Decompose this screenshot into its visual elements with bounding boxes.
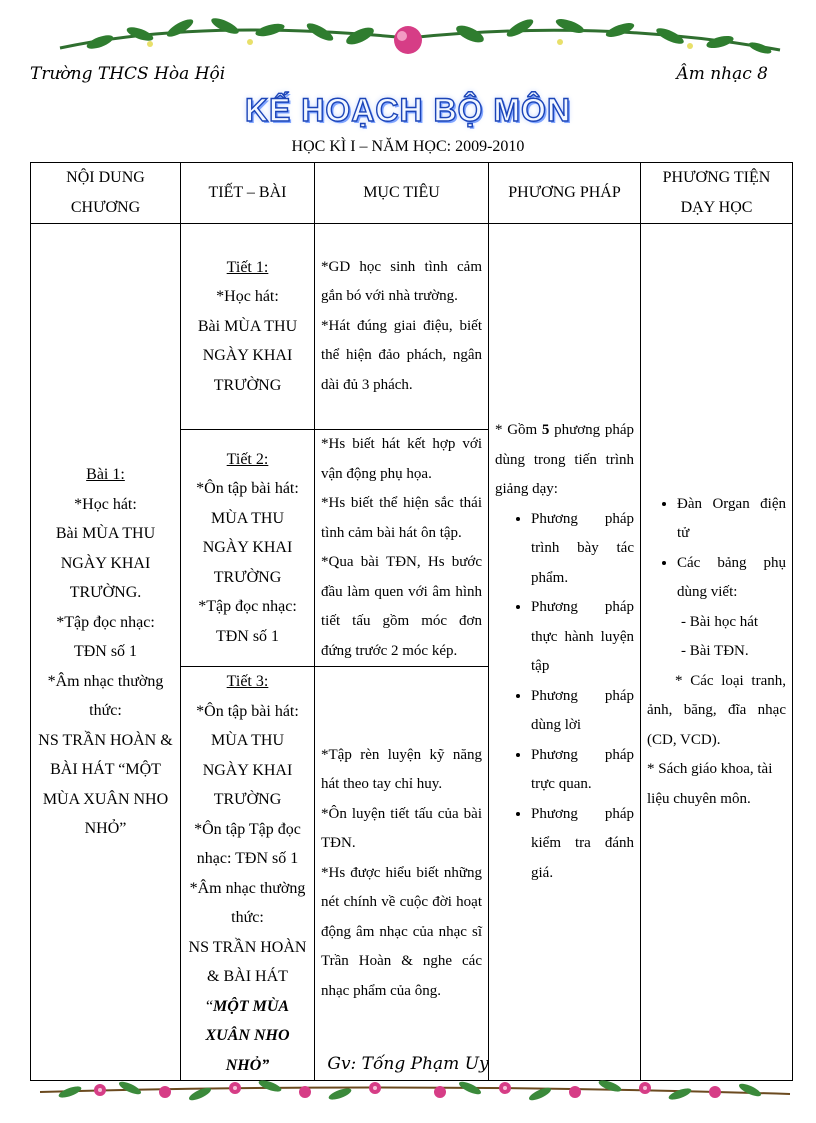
chapter-line: *Âm nhạc thường thức: <box>47 672 164 720</box>
objective: *Qua bài TĐN, Hs bước đầu làm quen với âm hình tiết tấu gồm móc đơn đứng trước 2 móc kép. <box>321 554 482 659</box>
table-row <box>31 224 793 430</box>
equipment-sub: - Bài học hát <box>681 613 759 630</box>
chapter-line: *Học hát: <box>74 495 137 513</box>
objective: *GD học sinh tình cảm gắn bó với nhà trường. <box>321 258 482 305</box>
header-methods: PHƯƠNG PHÁP <box>489 163 641 224</box>
table-header-row <box>31 163 793 224</box>
objective: *Tập rèn luyện kỹ năng hát theo tay chỉ huy. <box>321 746 482 793</box>
lesson-title: Tiết 2: <box>226 450 269 468</box>
subject-name: Âm nhạc 8 <box>676 64 768 84</box>
objective: *Hát đúng giai điệu, biết thể hiện đảo phách, ngân dài đủ 3 phách. <box>321 317 482 393</box>
equipment-note: * Sách giáo khoa, tài liệu chuyên môn. <box>647 761 773 807</box>
teacher-signature: Gv: Tống Phạm Uy <box>327 1054 489 1074</box>
lesson-line-text: NS TRẦN HOÀN & BÀI HÁT “ <box>188 938 307 1015</box>
song-title-italic: MỘT MÙA XUÂN NHO NHỎ <box>205 997 290 1074</box>
methods-intro <box>495 416 634 505</box>
method-item: • Phương pháp trực quan. <box>531 741 634 800</box>
lesson-line: *Ôn tập bài hát: MÙA THU NGÀY KHAI TRƯỜNG <box>196 702 299 808</box>
lesson-line: *Ôn tập bài hát: MÙA THU NGÀY KHAI TRƯỜNG <box>196 480 299 586</box>
equipment-note: * Các loại tranh, ảnh, băng, đĩa nhạc (CD, VCD). <box>647 672 786 748</box>
equipment-cell <box>641 224 793 1081</box>
objectives-cell-2 <box>315 430 489 667</box>
lesson-plan-table <box>30 162 793 1081</box>
methods-intro-suffix: phương pháp dùng trong tiến trình giảng dạy: <box>495 422 634 497</box>
lesson-cell-1 <box>181 224 315 430</box>
equipment-sub: - Bài TĐN. <box>681 643 749 660</box>
lesson-cell-3 <box>181 667 315 1081</box>
header-lesson: TIẾT – BÀI <box>181 163 315 224</box>
top-garland-decoration <box>0 8 816 68</box>
lesson-line: *Ôn tập Tập đọc nhạc: TĐN số 1 <box>194 820 301 867</box>
methods-count: 5 <box>541 422 550 438</box>
header-objectives: MỤC TIÊU <box>315 163 489 224</box>
chapter-title: Bài 1: <box>86 466 125 484</box>
lesson-line: *Tập đọc nhạc: TĐN số 1 <box>198 598 297 645</box>
objectives-cell-1 <box>315 224 489 430</box>
lesson-title: Tiết 3: <box>226 673 269 690</box>
method-item: • Phương pháp dùng lời <box>531 682 634 741</box>
chapter-line: TĐN số 1 <box>73 643 138 661</box>
objectives-cell-3 <box>315 667 489 1081</box>
chapter-line: NS TRẦN HOÀN & BÀI HÁT “MỘT MÙA XUÂN NHO NHỎ” <box>38 731 173 838</box>
chapter-line: Bài MÙA THU NGÀY KHAI TRƯỜNG. <box>55 525 156 602</box>
header-chapter: NỘI DUNG CHƯƠNG <box>31 163 181 224</box>
chapter-cell <box>31 224 181 1081</box>
objective: *Hs biết hát kết hợp với vận động phụ họa. <box>321 436 482 482</box>
closing-quote: ” <box>261 1056 270 1074</box>
objective: *Hs được hiểu biết những nét chính về cuộc đời hoạt động âm nhạc của nhạc sĩ Trần Hoàn & nghe các nhạc phẩm của ông. <box>321 864 482 999</box>
objective: *Ôn luyện tiết tấu của bài TĐN. <box>321 805 482 852</box>
method-item: • Phương pháp thực hành luyện tập <box>531 593 634 682</box>
objective: *Hs biết thể hiện sắc thái tình cảm bài hát ôn tập. <box>321 495 482 541</box>
equipment-item: • Các bảng phụ dùng viết: <box>677 549 786 608</box>
lesson-title: Tiết 1: <box>226 258 269 276</box>
chapter-line: *Tập đọc nhạc: <box>56 613 155 631</box>
method-item: • Phương pháp kiểm tra đánh giá. <box>531 800 634 889</box>
lesson-line: *Âm nhạc thường thức: <box>189 879 306 926</box>
lesson-line: Bài MÙA THU NGÀY KHAI TRƯỜNG <box>197 317 298 394</box>
method-item: • Phương pháp trình bày tác phẩm. <box>531 505 634 594</box>
page-title: KẾ HOẠCH BỘ MÔN <box>244 92 572 128</box>
page-subtitle: HỌC KÌ I – NĂM HỌC: 2009-2010 <box>291 138 525 155</box>
methods-intro-prefix: * Gồm <box>495 422 542 438</box>
equipment-list <box>647 490 786 608</box>
lesson-line: *Học hát: <box>216 288 279 306</box>
bottom-garland-decoration <box>0 1072 816 1112</box>
methods-cell <box>489 224 641 1081</box>
school-name: Trường THCS Hòa Hội <box>30 64 226 84</box>
methods-list <box>495 505 634 889</box>
lesson-cell-2 <box>181 430 315 667</box>
header-equipment: PHƯƠNG TIỆN DẠY HỌC <box>641 163 793 224</box>
equipment-item: • Đàn Organ điện tử <box>677 490 786 549</box>
